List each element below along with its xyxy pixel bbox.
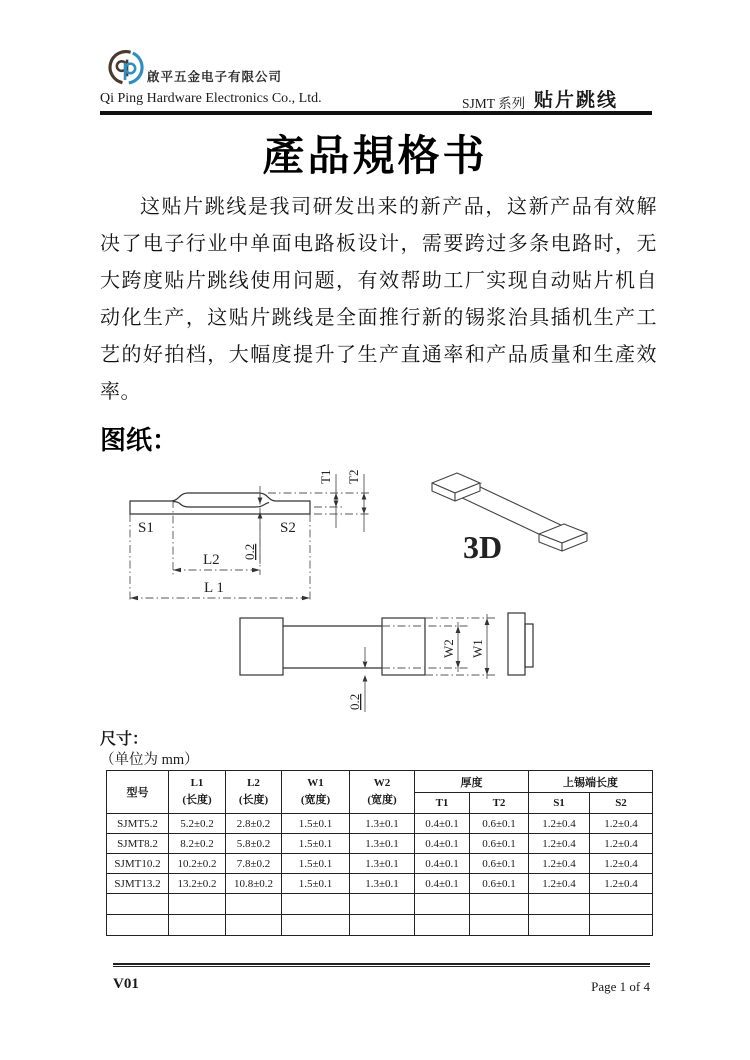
cell: 1.5±0.1 <box>282 814 350 834</box>
cell: 1.2±0.4 <box>529 854 590 874</box>
cell: 0.4±0.1 <box>415 854 470 874</box>
cell-empty <box>590 894 653 915</box>
cell: 1.3±0.1 <box>350 814 415 834</box>
table-row <box>107 834 653 854</box>
footer-divider <box>113 963 650 967</box>
cell-empty <box>169 894 226 915</box>
cell: 1.5±0.1 <box>282 834 350 854</box>
intro-line: 大跨度贴片跳线使用问题，有效帮助工厂实现自动贴片机自 <box>100 270 657 292</box>
cell: 1.2±0.4 <box>590 854 653 874</box>
cell: 1.2±0.4 <box>529 834 590 854</box>
dimension-t2 <box>346 470 366 532</box>
cell-model: SJMT13.2 <box>107 874 169 894</box>
cell-empty <box>415 894 470 915</box>
doc-version: V01 <box>113 976 139 992</box>
table-row <box>107 874 653 894</box>
header-desc: (宽度) <box>300 794 331 806</box>
cell: 1.3±0.1 <box>350 834 415 854</box>
header-w2 <box>350 771 415 814</box>
table-row <box>107 854 653 874</box>
cell: 7.8±0.2 <box>226 854 282 874</box>
table-empty-row <box>107 894 653 915</box>
cell: 0.4±0.1 <box>415 834 470 854</box>
header-model: 型号 <box>107 771 169 814</box>
intro-line: 艺的好拍档，大幅度提升了生产直通率和产品质量和生產效 <box>100 344 657 366</box>
header-s2: S2 <box>590 793 653 814</box>
cell: 1.3±0.1 <box>350 854 415 874</box>
cell: 1.5±0.1 <box>282 854 350 874</box>
iso-3d-drawing <box>425 450 660 590</box>
company-name-cn: 啟平五金电子有限公司 <box>147 70 283 84</box>
cell: 2.8±0.2 <box>226 814 282 834</box>
dimension-w1 <box>470 614 489 679</box>
dimension-l1 <box>130 580 310 600</box>
cell: 13.2±0.2 <box>169 874 226 894</box>
cell-empty <box>350 894 415 915</box>
dimension-t1 <box>318 470 338 528</box>
cell-empty <box>470 894 529 915</box>
header-t1: T1 <box>415 793 470 814</box>
cell-empty <box>470 915 529 936</box>
cell-model: SJMT10.2 <box>107 854 169 874</box>
cell: 0.6±0.1 <box>470 834 529 854</box>
label-t2: T2 <box>346 469 361 484</box>
cell-empty <box>226 894 282 915</box>
header-desc: (长度) <box>182 794 212 806</box>
cell-empty <box>415 915 470 936</box>
top-view-drawing <box>225 600 555 740</box>
cell-model: SJMT5.2 <box>107 814 169 834</box>
header-l1 <box>169 771 226 814</box>
intro-line: 这贴片跳线是我司研发出来的新产品，这新产品有效解 <box>140 196 657 218</box>
cell: 1.2±0.4 <box>529 874 590 894</box>
label-l2: L2 <box>203 552 220 568</box>
part-profile <box>130 493 310 514</box>
header-code: W1 <box>307 776 324 789</box>
cell: 1.2±0.4 <box>590 834 653 854</box>
header-code: L2 <box>247 776 260 789</box>
label-w2: W2 <box>441 639 456 658</box>
cell: 5.8±0.2 <box>226 834 282 854</box>
intro-line: 动化生产，这贴片跳线是全面推行新的锡浆治具插机生产工 <box>100 307 657 329</box>
label-s2: S2 <box>280 520 296 536</box>
cell-empty <box>107 894 169 915</box>
cell: 1.5±0.1 <box>282 874 350 894</box>
cell-empty <box>590 915 653 936</box>
dimension-step-side <box>242 486 262 564</box>
company-logo-icon <box>108 49 145 86</box>
label-step-top: 0.2 <box>347 693 362 710</box>
header-desc: (宽度) <box>367 794 397 806</box>
cell: 0.6±0.1 <box>470 854 529 874</box>
cell-empty <box>226 915 282 936</box>
label-t1: T1 <box>318 469 333 484</box>
header-divider <box>100 111 652 115</box>
dimension-w2 <box>441 622 460 672</box>
cell-empty <box>529 894 590 915</box>
drawing-section-heading: 图纸： <box>100 425 179 455</box>
label-w1: W1 <box>470 639 485 658</box>
cell-empty <box>282 915 350 936</box>
cell-empty <box>107 915 169 936</box>
header-desc: (长度) <box>238 794 269 806</box>
table-empty-row <box>107 915 653 936</box>
cell: 1.2±0.4 <box>590 814 653 834</box>
header-s1: S1 <box>529 793 590 814</box>
dimensions-table <box>106 770 653 936</box>
cell: 0.4±0.1 <box>415 814 470 834</box>
unit-note: （单位为 mm） <box>100 752 199 768</box>
cell-model: SJMT8.2 <box>107 834 169 854</box>
cell: 0.6±0.1 <box>470 874 529 894</box>
size-section-heading: 尺寸： <box>100 731 149 748</box>
company-name-en: Qi Ping Hardware Electronics Co., Ltd. <box>100 91 322 106</box>
label-s1: S1 <box>138 520 154 536</box>
label-step-side: 0.2 <box>242 543 257 560</box>
header-code: L1 <box>190 776 204 789</box>
intro-line: 决了电子行业中单面电路板设计，需要跨过多条电路时，无 <box>100 233 657 255</box>
cell: 0.4±0.1 <box>415 874 470 894</box>
label-3d: 3D <box>463 529 503 565</box>
header-tin-end-group: 上锡端长度 <box>529 771 653 793</box>
cell: 10.8±0.2 <box>226 874 282 894</box>
intro-line: 率。 <box>100 381 141 403</box>
cell: 1.3±0.1 <box>350 874 415 894</box>
dimension-step-top <box>347 647 367 712</box>
header-code: W2 <box>373 776 391 789</box>
table-row <box>107 814 653 834</box>
cell-empty <box>350 915 415 936</box>
series-label: SJMT 系列 <box>462 96 526 111</box>
side-view-drawing <box>118 448 383 603</box>
cell-empty <box>282 894 350 915</box>
header-w1 <box>282 771 350 814</box>
table-header-row-1 <box>107 771 653 793</box>
cell: 1.2±0.4 <box>590 874 653 894</box>
header-t2: T2 <box>470 793 529 814</box>
page-number: Page 1 of 4 <box>591 979 650 994</box>
jumper-3d <box>432 473 587 551</box>
label-l1: L 1 <box>204 580 224 596</box>
cell: 8.2±0.2 <box>169 834 226 854</box>
cell-empty <box>169 915 226 936</box>
header-thickness-group: 厚度 <box>415 771 529 793</box>
end-view <box>508 613 533 675</box>
product-name: 贴片跳线 <box>534 90 619 111</box>
cell: 1.2±0.4 <box>529 814 590 834</box>
part-top-view <box>240 618 425 675</box>
intro-paragraph <box>100 189 657 411</box>
cell-empty <box>529 915 590 936</box>
cell: 0.6±0.1 <box>470 814 529 834</box>
page-title: 產品規格书 <box>262 132 488 179</box>
cell: 10.2±0.2 <box>169 854 226 874</box>
header-l2 <box>226 771 282 814</box>
cell: 5.2±0.2 <box>169 814 226 834</box>
